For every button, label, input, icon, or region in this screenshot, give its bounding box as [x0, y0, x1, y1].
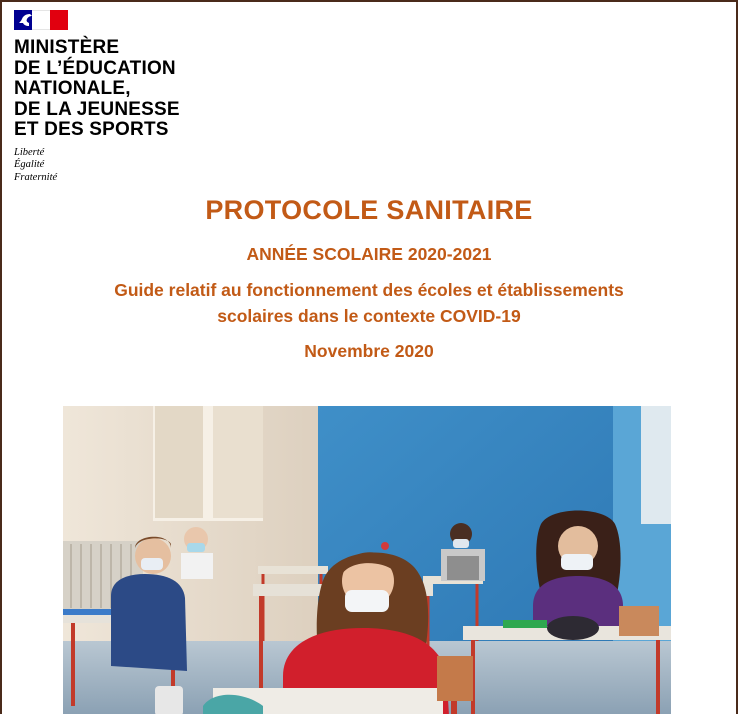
school-year: ANNÉE SCOLAIRE 2020-2021	[246, 244, 492, 264]
ministry-line: NATIONALE,	[14, 78, 131, 99]
ministry-line: DE LA JEUNESSE	[14, 98, 180, 120]
ministry-line: DE L’ÉDUCATION	[14, 57, 176, 79]
marianne-flag-icon	[14, 10, 68, 30]
ministry-logo	[14, 10, 180, 184]
ministry-line: ET DES SPORTS	[14, 119, 169, 140]
guide-line: scolaires dans le contexte COVID-19	[217, 306, 521, 326]
motto-line: Liberté	[14, 146, 45, 158]
ministry-line: MINISTÈRE	[14, 37, 120, 58]
document-title: PROTOCOLE SANITAIRE	[205, 195, 533, 225]
guide-subtitle	[2, 277, 736, 329]
motto-line: Fraternité	[14, 171, 58, 183]
document-date: Novembre 2020	[304, 341, 434, 361]
guide-line: Guide relatif au fonctionnement des écoles et établissements	[114, 280, 624, 300]
motto-line: Égalité	[14, 159, 45, 170]
title-block	[2, 194, 736, 361]
republic-motto	[14, 147, 180, 185]
classroom-photo	[63, 406, 671, 714]
ministry-name	[14, 38, 180, 141]
